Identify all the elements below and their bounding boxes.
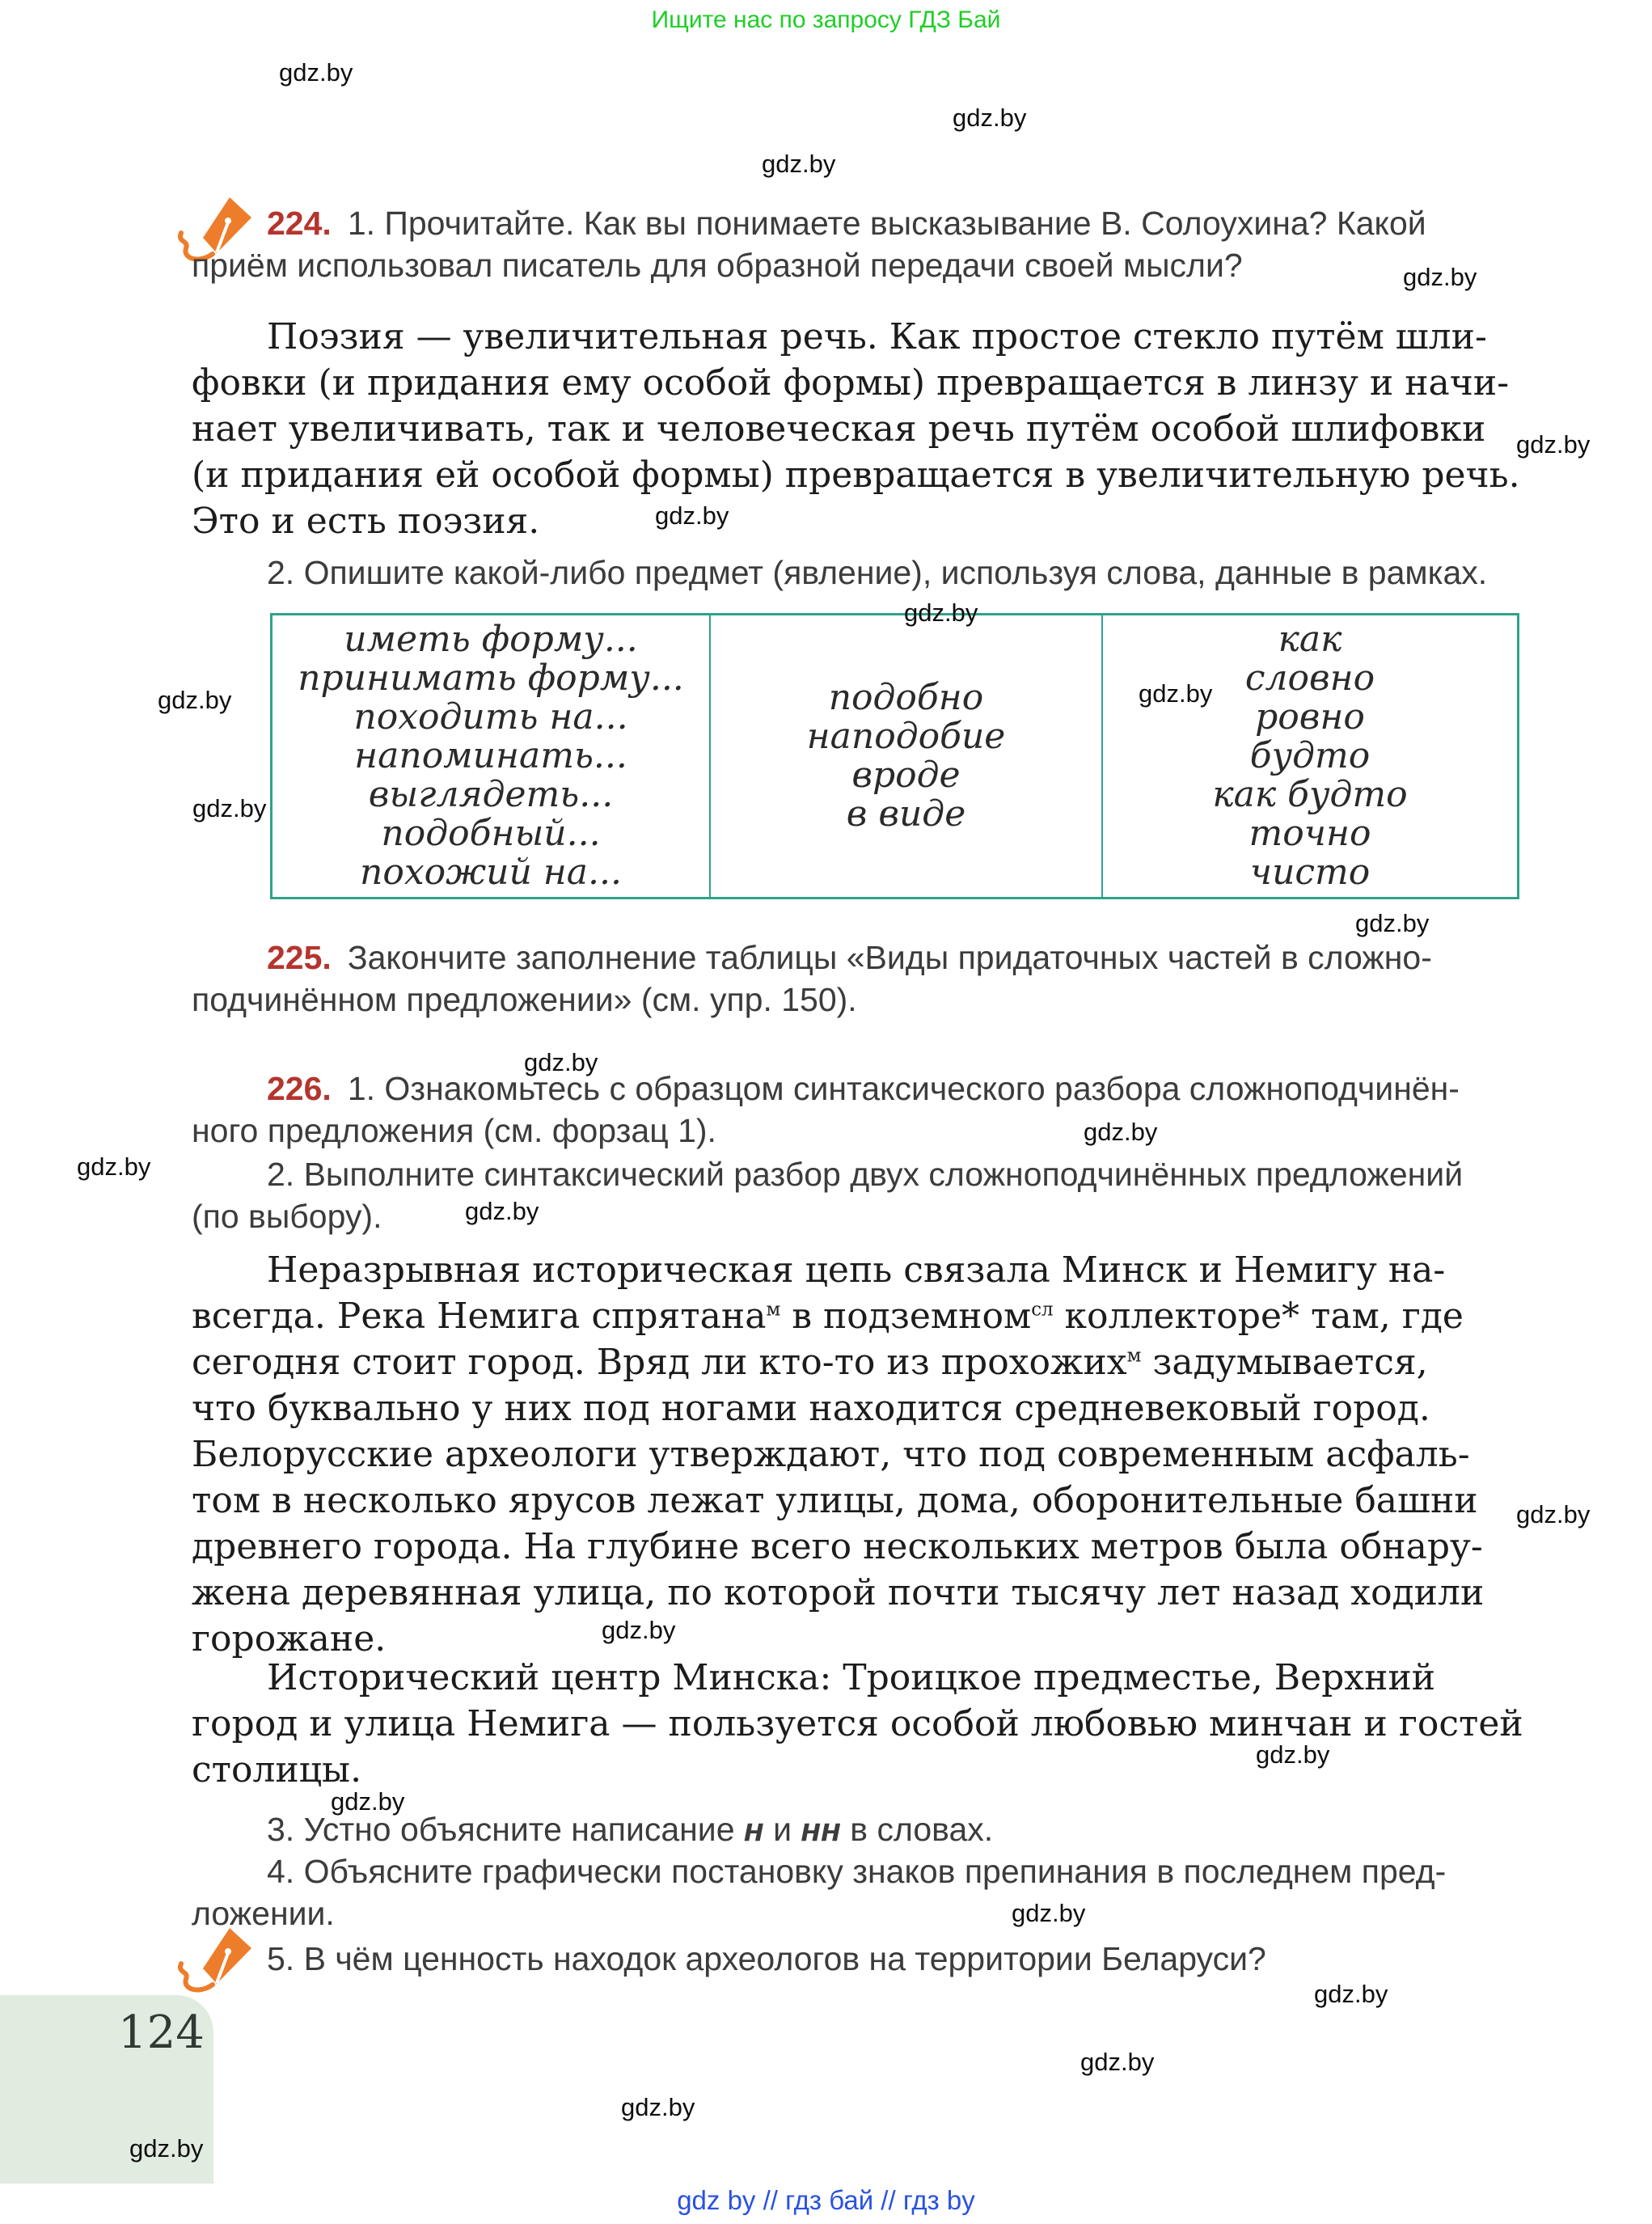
gdz-watermark: gdz.by (77, 1152, 151, 1181)
promo-header: Ищите нас по запросу ГДЗ Бай (651, 6, 1001, 33)
gdz-watermark: gdz.by (953, 104, 1027, 132)
exercise-226-item3: 3. Устно объясните написание н и нн в словах. (267, 1811, 994, 1848)
gdz-watermark: gdz.by (129, 2134, 204, 2163)
gdz-watermark: gdz.by (158, 686, 232, 714)
exercise-226-item5: 5. В чём ценность находок археологов на территории Беларуси? (267, 1940, 1266, 1977)
table-column-verbs: иметь форму... принимать форму... походить на... напоминать... выглядеть... подобный... похожий на... (298, 619, 684, 893)
solouhin-quote-paragraph: Поэзия — увеличительная речь. Как простое стекло путём шли- фовки (и придания ему особой формы) превращается в линзу и начи- нает увеличивать, так и человеческая речь путём особой шлифовки (и придания ей особой формы) превращается в увеличительную речь. Это и есть поэзия. (192, 316, 1520, 542)
exercise-226-item2: 2. Выполните синтаксический разбор двух сложноподчинённых предложений (по выбору). (192, 1156, 1464, 1235)
passage-historic-center: Исторический центр Минска: Троицкое предместье, Верхний город и улица Немига — пользуется особой любовью минчан и гостей столицы. (192, 1657, 1523, 1791)
gdz-watermark: gdz.by (602, 1616, 676, 1644)
comparison-words-table (270, 613, 1519, 899)
gdz-watermark: gdz.by (1403, 263, 1477, 291)
exercise-226-item4: 4. Объясните графически постановку знаков препинания в последнем пред- ложении. (192, 1853, 1447, 1932)
passage-minsk-nemiga: Неразрывная историческая цепь связала Минск и Немигу на- всегда. Река Немига спрятана$^м$ в подземном$^{сл}$ коллекторе* там, где сегодня стоит город. Вряд ли кто-то из прохожих$^м$ задумывается, что буквально у них под ногами находится средневековый город. Белорусские археологи утверждают, что под современным асфаль- том в несколько ярусов лежат улицы, дома, оборонительные башни древнего города. На глубине всего нескольких метров была обнару- жена деревянная улица, по которой почти тысячу лет назад ходили горожане. (192, 1249, 1485, 1660)
gdz-watermark: gdz.by (1355, 909, 1430, 937)
exercise-225-text: Закончите заполнение таблицы «Виды придаточных частей в сложно- подчинённом предложении» (см. упр. 150). (192, 939, 1432, 1018)
gdz-watermark: gdz.by (279, 58, 353, 87)
gdz-watermark: gdz.by (1080, 2048, 1155, 2076)
gdz-watermark: gdz.by (1314, 1980, 1388, 2008)
gdz-watermark: gdz.by (621, 2093, 695, 2121)
gdz-watermark: gdz.by (1012, 1899, 1086, 1927)
page-number: 124 (118, 2006, 205, 2059)
gdz-watermark: gdz.by (655, 501, 729, 530)
table-column-prepositions: подобно наподобие вроде в виде (709, 615, 1103, 897)
table-column-conjunctions: как словно ровно будто как будто точно чисто (1212, 619, 1408, 893)
gdz-watermark: gdz.by (331, 1787, 405, 1816)
gdz-watermark: gdz.by (524, 1048, 598, 1076)
exercise-225-number: 225. (267, 939, 332, 976)
exercise-224-instruction (192, 202, 1526, 286)
exercise-226-number: 226. (267, 1070, 332, 1107)
exercise-226-text: 1. Ознакомьтесь с образцом синтаксического разбора сложноподчинён- ного предложения (см. форзац 1). (192, 1070, 1460, 1149)
exercise-226-instruction (192, 1068, 1526, 1152)
gdz-watermark: gdz.by (1139, 679, 1213, 708)
exercise-225-instruction (192, 937, 1526, 1021)
page-number-box (0, 1995, 213, 2184)
gdz-watermark: gdz.by (1256, 1740, 1330, 1769)
gdz-watermark: gdz.by (904, 598, 978, 627)
gdz-watermark: gdz.by (762, 150, 836, 178)
gdz-watermark: gdz.by (192, 794, 267, 822)
gdz-watermark: gdz.by (1084, 1118, 1158, 1146)
gdz-watermark: gdz.by (1516, 1500, 1591, 1528)
footer-links[interactable]: gdz by // гдз бай // гдз by (677, 2185, 975, 2215)
gdz-watermark: gdz.by (1516, 430, 1591, 459)
exercise-224-item2: 2. Опишите какой-либо предмет (явление), используя слова, данные в рамках. (267, 554, 1488, 591)
exercise-224-text: 1. Прочитайте. Как вы понимаете высказывание В. Солоухина? Какой приём использовал писатель для образной передачи своей мысли? (192, 205, 1426, 284)
gdz-watermark: gdz.by (465, 1197, 539, 1225)
exercise-224-number: 224. (267, 205, 332, 242)
